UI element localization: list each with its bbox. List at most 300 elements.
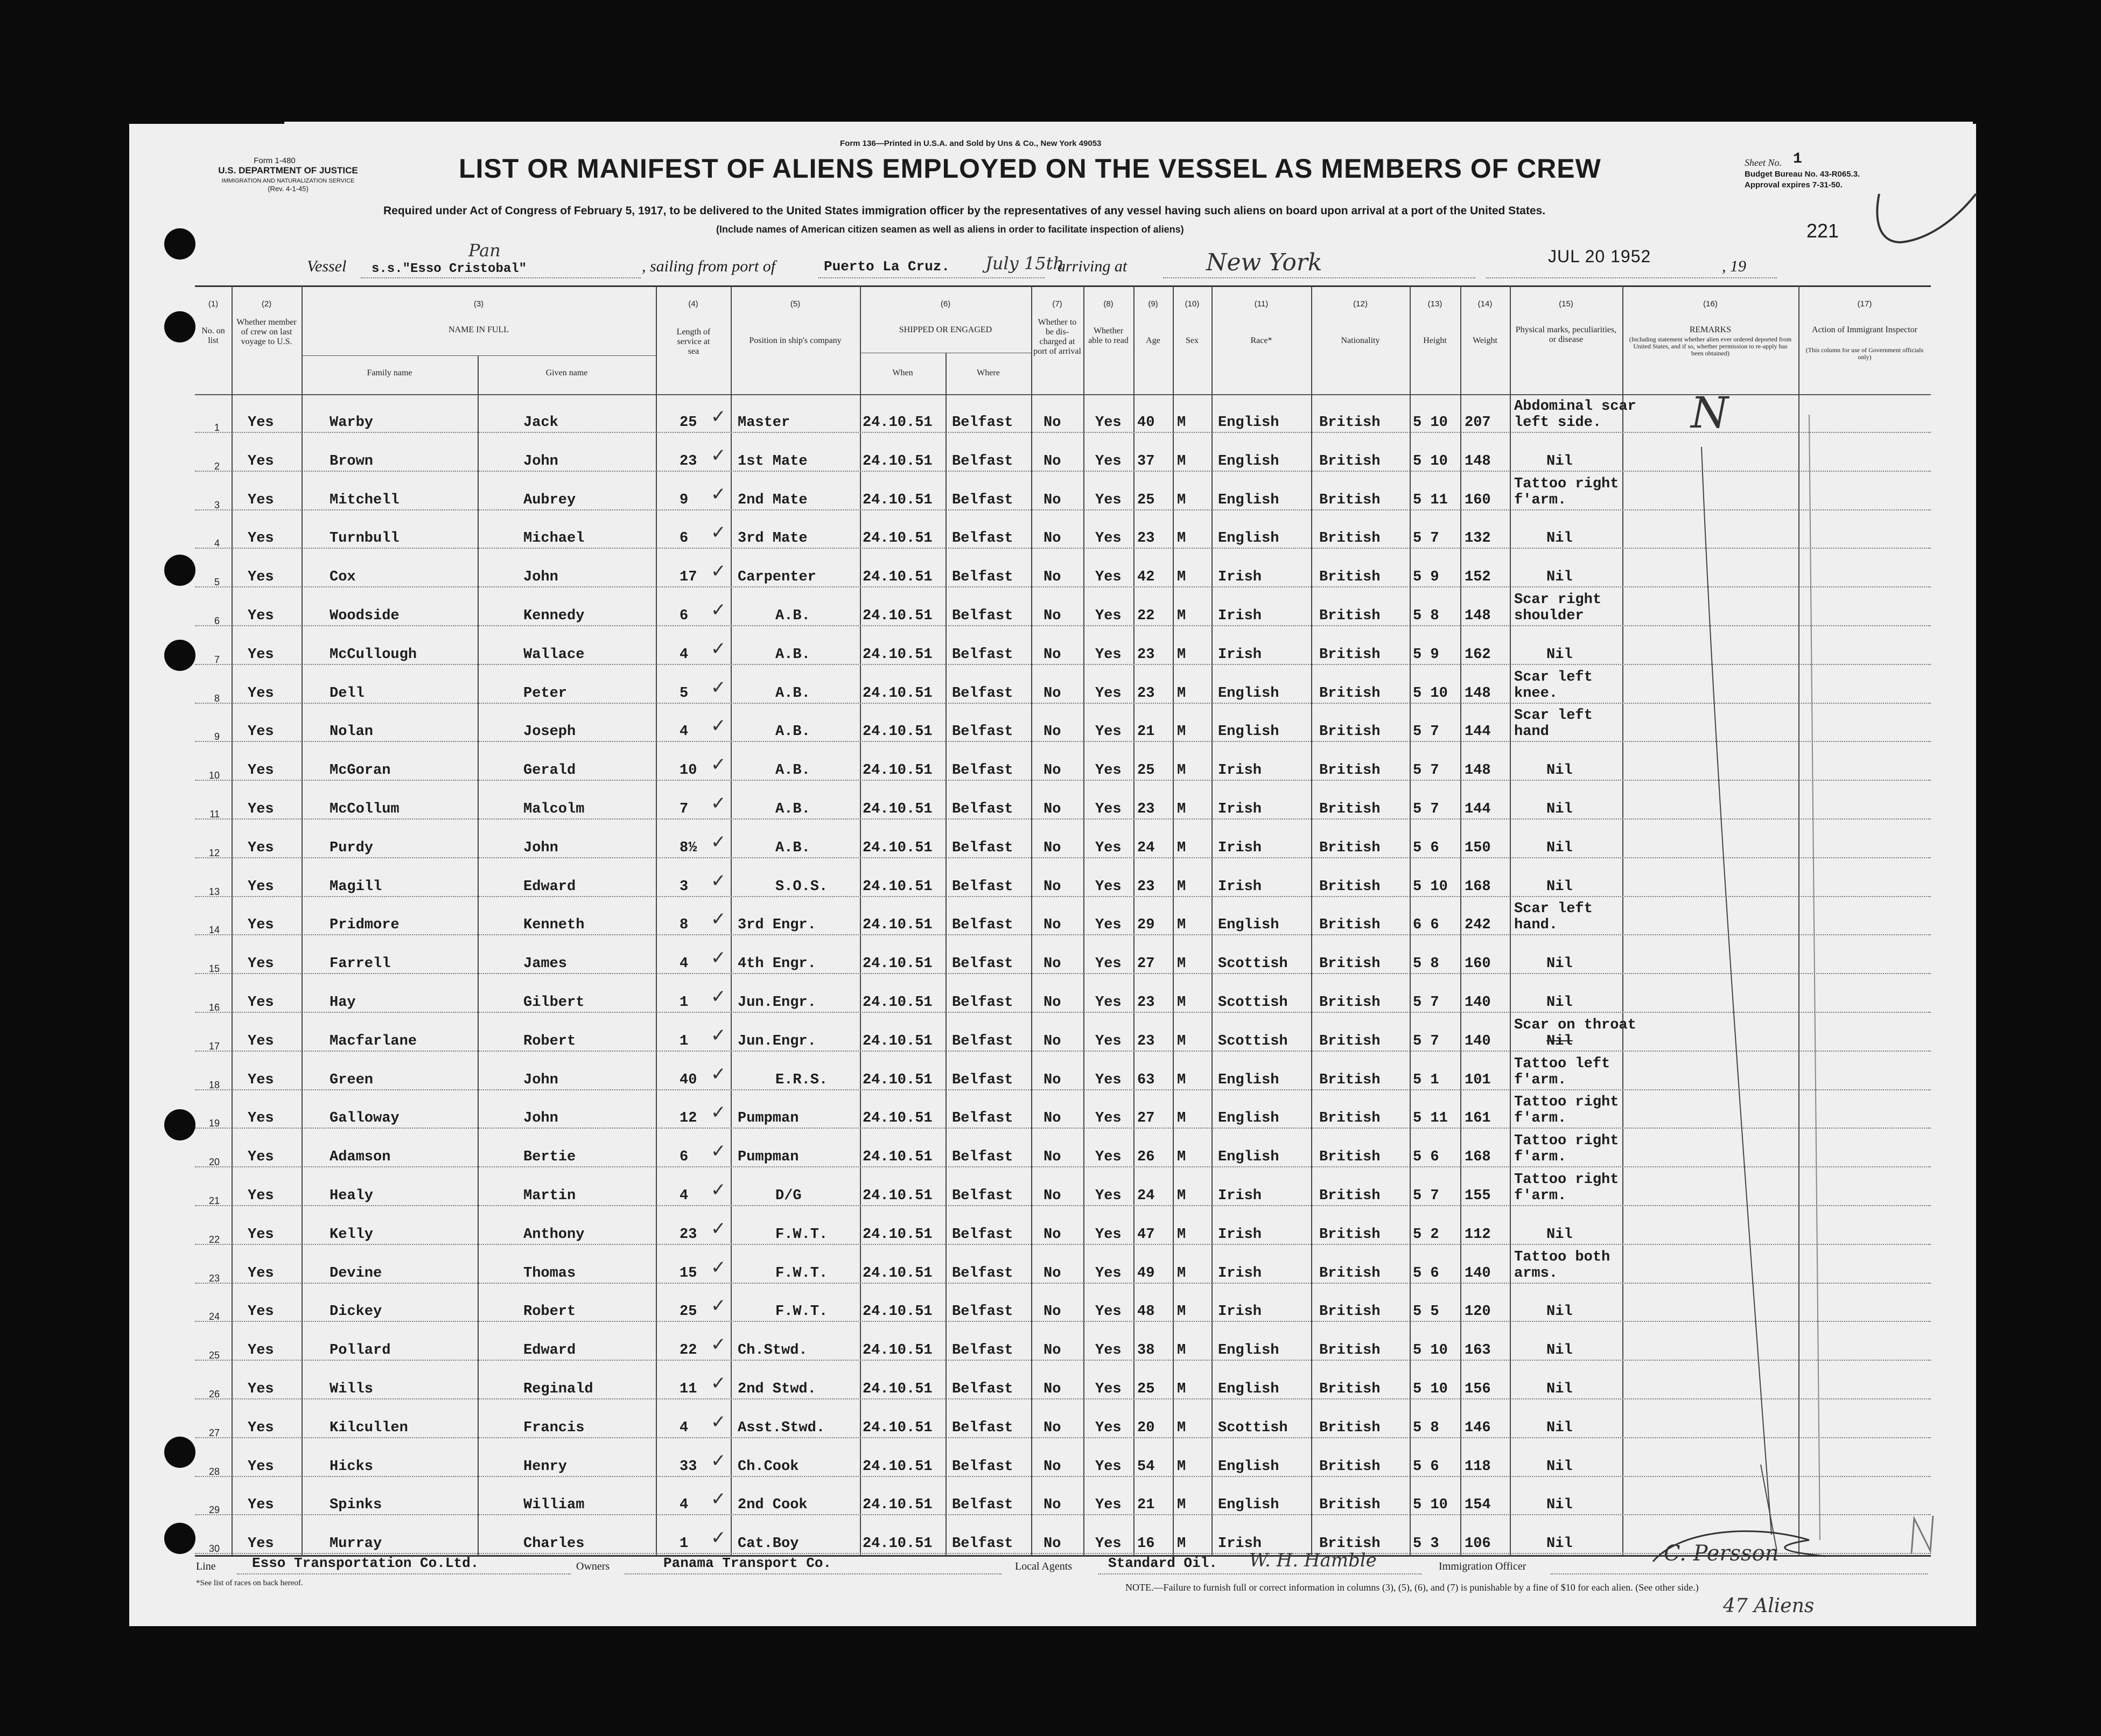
service-length-cell: 3 xyxy=(680,878,689,895)
weight-cell: 155 xyxy=(1465,1188,1491,1204)
family-name-cell: Wills xyxy=(330,1381,374,1397)
discharged-cell: No xyxy=(1044,453,1061,470)
shipped-where-cell: Belfast xyxy=(952,878,1013,895)
row-number: 1 xyxy=(214,422,220,433)
shipped-where-cell: Belfast xyxy=(952,1110,1013,1127)
last-voyage-cell: Yes xyxy=(248,1419,274,1436)
shipped-when-cell: 24.10.51 xyxy=(863,685,933,702)
able-to-read-cell: Yes xyxy=(1095,917,1122,934)
sex-cell: M xyxy=(1177,762,1186,779)
height-cell: 5 2 xyxy=(1413,1226,1439,1243)
height-cell: 5 6 xyxy=(1413,1265,1439,1282)
able-to-read-cell: Yes xyxy=(1095,878,1122,895)
given-name-cell: Kenneth xyxy=(523,917,585,934)
race-cell: English xyxy=(1218,1497,1279,1514)
race-cell: Irish xyxy=(1218,839,1262,856)
race-cell: English xyxy=(1218,492,1279,508)
shipped-where-cell: Belfast xyxy=(952,801,1013,817)
discharged-cell: No xyxy=(1044,1304,1061,1320)
height-cell: 5 10 xyxy=(1413,685,1448,702)
col-number: (17) xyxy=(1857,299,1872,309)
col-divider xyxy=(1031,285,1032,1556)
shipped-when-cell: 24.10.51 xyxy=(863,1110,933,1127)
shipped-when-cell: 24.10.51 xyxy=(863,1458,933,1475)
printer-line: Form 136—Printed in U.S.A. and Sold by Uns & Co., New York 49053 xyxy=(840,139,1102,148)
race-cell: Irish xyxy=(1218,1265,1262,1282)
given-name-cell: Henry xyxy=(523,1458,568,1475)
service-length-cell: 10 xyxy=(680,762,697,779)
nationality-cell: British xyxy=(1319,415,1381,431)
col-divider xyxy=(1211,285,1213,1556)
physical-marks-cell: Nil xyxy=(1546,1458,1573,1475)
age-cell: 23 xyxy=(1137,530,1155,547)
sex-cell: M xyxy=(1177,839,1186,856)
physical-marks-cell-line2: f'arm. xyxy=(1514,492,1567,508)
position-cell: S.O.S. xyxy=(775,878,828,895)
age-cell: 63 xyxy=(1137,1072,1155,1088)
officer-underline xyxy=(1551,1573,1928,1574)
service-length-cell: 9 xyxy=(680,492,689,508)
weight-cell: 163 xyxy=(1465,1342,1491,1359)
last-voyage-cell: Yes xyxy=(248,1536,274,1552)
row-number: 24 xyxy=(208,1311,220,1322)
physical-marks-cell: Tattoo right xyxy=(1514,1133,1619,1150)
row-number: 25 xyxy=(208,1350,220,1361)
given-name-cell: Michael xyxy=(523,530,585,547)
physical-marks-cell: Nil xyxy=(1546,453,1573,470)
shipped-when-cell: 24.10.51 xyxy=(863,1381,933,1397)
given-name-cell: William xyxy=(523,1497,585,1514)
able-to-read-cell: Yes xyxy=(1095,762,1122,779)
weight-cell: 168 xyxy=(1465,1149,1491,1166)
able-to-read-cell: Yes xyxy=(1095,724,1122,740)
col-divider xyxy=(478,355,479,1556)
vessel-label: Vessel xyxy=(307,257,347,275)
physical-marks-cell: Nil xyxy=(1546,1342,1573,1359)
age-cell: 40 xyxy=(1137,415,1155,431)
weight-cell: 152 xyxy=(1465,569,1491,586)
position-cell: A.B. xyxy=(775,608,810,624)
nationality-cell: British xyxy=(1319,1188,1381,1204)
position-cell: 3rd Engr. xyxy=(738,917,816,934)
check-mark-icon: ✓ xyxy=(711,1179,726,1201)
weight-cell: 140 xyxy=(1465,1265,1491,1282)
height-cell: 5 11 xyxy=(1413,492,1448,508)
weight-cell: 148 xyxy=(1465,685,1491,702)
age-cell: 23 xyxy=(1137,995,1155,1011)
family-name-cell: Brown xyxy=(330,453,374,470)
discharged-cell: No xyxy=(1044,839,1061,856)
service-length-cell: 25 xyxy=(680,415,697,431)
age-cell: 49 xyxy=(1137,1265,1155,1282)
able-to-read-cell: Yes xyxy=(1095,1110,1122,1127)
race-cell: Scottish xyxy=(1218,1033,1288,1049)
height-cell: 5 8 xyxy=(1413,1419,1439,1436)
family-name-cell: Murray xyxy=(330,1536,382,1552)
service-length-cell: 4 xyxy=(680,1497,689,1514)
age-cell: 27 xyxy=(1137,956,1155,972)
service-length-cell: 25 xyxy=(680,1304,697,1320)
able-to-read-cell: Yes xyxy=(1095,1072,1122,1088)
row-number: 20 xyxy=(208,1157,220,1168)
shipped-when-cell: 24.10.51 xyxy=(863,878,933,895)
able-to-read-cell: Yes xyxy=(1095,1381,1122,1397)
shipped-where-cell: Belfast xyxy=(952,453,1013,470)
shipped-where-cell: Belfast xyxy=(952,1265,1013,1282)
height-cell: 5 3 xyxy=(1413,1536,1439,1552)
sex-cell: M xyxy=(1177,1497,1186,1514)
family-name-cell: Dell xyxy=(330,685,365,702)
physical-marks-cell: Scar left xyxy=(1514,708,1593,724)
header-when: When xyxy=(892,368,913,377)
form-subtitle-note: (Include names of American citizen seamen as well as aliens in order to facilitate inspection of aliens) xyxy=(716,224,1184,235)
able-to-read-cell: Yes xyxy=(1095,956,1122,972)
officer-signature: C. Persson xyxy=(1664,1541,1779,1566)
weight-cell: 144 xyxy=(1465,724,1491,740)
height-cell: 5 9 xyxy=(1413,569,1439,586)
race-cell: English xyxy=(1218,917,1279,934)
row-number: 5 xyxy=(214,577,220,588)
family-name-cell: Dickey xyxy=(330,1304,382,1320)
service-length-cell: 8 xyxy=(680,917,689,934)
given-name-cell: James xyxy=(523,956,568,972)
check-mark-icon: ✓ xyxy=(711,986,726,1007)
weight-cell: 148 xyxy=(1465,762,1491,779)
sex-cell: M xyxy=(1177,801,1186,817)
given-name-cell: John xyxy=(523,569,558,586)
family-name-cell: Kelly xyxy=(330,1226,374,1243)
header-remarks-note: (Including statement whether alien ever ordered deported from United States, and if so, whether permission to re-apply has been obtained) xyxy=(1629,335,1792,357)
shipped-where-cell: Belfast xyxy=(952,1188,1013,1204)
family-name-cell: Warby xyxy=(330,415,374,431)
height-cell: 5 10 xyxy=(1413,1497,1448,1514)
shipped-when-cell: 24.10.51 xyxy=(863,608,933,624)
family-name-cell: Hicks xyxy=(330,1458,374,1475)
family-name-cell: Cox xyxy=(330,569,356,586)
header-nationality: Nationality xyxy=(1341,336,1380,345)
row-number: 13 xyxy=(208,886,220,897)
row-number: 8 xyxy=(214,692,220,704)
physical-marks-cell-line2: f'arm. xyxy=(1514,1110,1567,1127)
height-cell: 5 7 xyxy=(1413,762,1439,779)
service-length-cell: 6 xyxy=(680,530,689,547)
sex-cell: M xyxy=(1177,917,1186,934)
col-divider xyxy=(1083,285,1084,1556)
physical-marks-cell: Nil xyxy=(1546,646,1573,663)
shipped-where-cell: Belfast xyxy=(952,1497,1013,1514)
given-name-cell: Martin xyxy=(523,1188,576,1204)
shipped-where-cell: Belfast xyxy=(952,762,1013,779)
weight-cell: 148 xyxy=(1465,608,1491,624)
nationality-cell: British xyxy=(1319,1304,1381,1320)
col-number: (5) xyxy=(790,299,801,309)
inspector-pen-line xyxy=(1798,409,1841,1551)
discharged-cell: No xyxy=(1044,569,1061,586)
height-cell: 5 10 xyxy=(1413,1342,1448,1359)
last-voyage-cell: Yes xyxy=(248,1304,274,1320)
race-cell: English xyxy=(1218,1381,1279,1397)
last-voyage-cell: Yes xyxy=(248,1226,274,1243)
race-cell: Irish xyxy=(1218,646,1262,663)
given-name-cell: John xyxy=(523,453,558,470)
weight-cell: 144 xyxy=(1465,801,1491,817)
discharged-cell: No xyxy=(1044,917,1061,934)
last-voyage-cell: Yes xyxy=(248,1110,274,1127)
check-mark-icon: ✓ xyxy=(711,1295,726,1317)
nationality-cell: British xyxy=(1319,1149,1381,1166)
age-cell: 20 xyxy=(1137,1419,1155,1436)
height-cell: 5 6 xyxy=(1413,1458,1439,1475)
line-underline xyxy=(237,1573,571,1574)
nationality-cell: British xyxy=(1319,1110,1381,1127)
weight-cell: 148 xyxy=(1465,453,1491,470)
vessel-name: s.s."Esso Cristobal" xyxy=(372,262,527,276)
remarks-initial: N xyxy=(1691,388,1728,438)
shipped-where-cell: Belfast xyxy=(952,608,1013,624)
discharged-cell: No xyxy=(1044,1072,1061,1088)
family-name-cell: Farrell xyxy=(330,956,391,972)
col-number: (4) xyxy=(688,299,698,309)
service-length-cell: 12 xyxy=(680,1110,697,1127)
shipped-where-cell: Belfast xyxy=(952,646,1013,663)
age-cell: 25 xyxy=(1137,762,1155,779)
physical-marks-cell: Scar right xyxy=(1514,592,1602,608)
shipped-where-cell: Belfast xyxy=(952,1381,1013,1397)
weight-cell: 160 xyxy=(1465,492,1491,508)
check-mark-icon: ✓ xyxy=(711,1527,726,1549)
shipped-when-cell: 24.10.51 xyxy=(863,801,933,817)
discharged-cell: No xyxy=(1044,685,1061,702)
physical-marks-cell: Nil xyxy=(1546,801,1573,817)
nationality-cell: British xyxy=(1319,801,1381,817)
physical-marks-cell: Nil xyxy=(1546,956,1573,972)
nationality-cell: British xyxy=(1319,1072,1381,1088)
height-cell: 5 11 xyxy=(1413,1110,1448,1127)
sex-cell: M xyxy=(1177,1342,1186,1359)
last-voyage-cell: Yes xyxy=(248,1188,274,1204)
physical-marks-cell: Nil xyxy=(1546,569,1573,586)
position-cell: Ch.Cook xyxy=(738,1458,799,1475)
race-cell: Irish xyxy=(1218,878,1262,895)
physical-marks-cell: Tattoo right xyxy=(1514,1172,1619,1188)
nationality-cell: British xyxy=(1319,453,1381,470)
sex-cell: M xyxy=(1177,1110,1186,1127)
col-divider xyxy=(1510,285,1511,1556)
family-name-cell: Hay xyxy=(330,995,356,1011)
able-to-read-cell: Yes xyxy=(1095,1419,1122,1436)
nationality-cell: British xyxy=(1319,956,1381,972)
weight-cell: 207 xyxy=(1465,415,1491,431)
vessel-underline xyxy=(361,277,641,278)
family-name-cell: McGoran xyxy=(330,762,391,779)
sex-cell: M xyxy=(1177,1072,1186,1088)
owners-underline xyxy=(625,1573,1002,1574)
position-cell: 2nd Cook xyxy=(738,1497,808,1514)
weight-cell: 132 xyxy=(1465,530,1491,547)
age-cell: 26 xyxy=(1137,1149,1155,1166)
age-cell: 27 xyxy=(1137,1110,1155,1127)
service-length-cell: 23 xyxy=(680,1226,697,1243)
check-mark-icon: ✓ xyxy=(711,1256,726,1278)
race-cell: Scottish xyxy=(1218,995,1288,1011)
last-voyage-cell: Yes xyxy=(248,1497,274,1514)
col-number: (12) xyxy=(1353,299,1368,309)
sex-cell: M xyxy=(1177,415,1186,431)
table-top-border xyxy=(195,285,1931,287)
row-number: 7 xyxy=(214,654,220,665)
able-to-read-cell: Yes xyxy=(1095,530,1122,547)
header-able-to-read: Whether able to read xyxy=(1088,326,1129,345)
given-name-cell: Thomas xyxy=(523,1265,576,1282)
service-length-cell: 6 xyxy=(680,1149,689,1166)
sex-cell: M xyxy=(1177,1226,1186,1243)
arriving-underline xyxy=(1163,277,1475,278)
sex-cell: M xyxy=(1177,608,1186,624)
family-name-cell: Galloway xyxy=(330,1110,400,1127)
given-name-cell: Gerald xyxy=(523,762,576,779)
agents-signature: W. H. Hamble xyxy=(1249,1550,1377,1571)
col-divider xyxy=(1173,285,1174,1556)
family-name-cell: Purdy xyxy=(330,839,374,856)
shipped-when-cell: 24.10.51 xyxy=(863,1149,933,1166)
age-cell: 25 xyxy=(1137,492,1155,508)
physical-marks-cell-line2: left side. xyxy=(1514,415,1602,431)
check-mark-icon: ✓ xyxy=(711,444,726,466)
sex-cell: M xyxy=(1177,1458,1186,1475)
col-number: (6) xyxy=(940,299,951,309)
service-length-cell: 1 xyxy=(680,1033,689,1049)
family-name-cell: McCollum xyxy=(330,801,400,817)
weight-cell: 140 xyxy=(1465,995,1491,1011)
owners-value: Panama Transport Co. xyxy=(663,1555,832,1571)
weight-cell: 112 xyxy=(1465,1226,1491,1243)
discharged-cell: No xyxy=(1044,1342,1061,1359)
nationality-cell: British xyxy=(1319,685,1381,702)
header-where: Where xyxy=(977,368,1000,377)
physical-marks-cell: Nil xyxy=(1546,530,1573,547)
sex-cell: M xyxy=(1177,492,1186,508)
shipped-where-cell: Belfast xyxy=(952,839,1013,856)
shipped-where-cell: Belfast xyxy=(952,956,1013,972)
header-bottom-border xyxy=(195,394,1931,395)
position-cell: D/G xyxy=(775,1188,802,1204)
shipped-when-cell: 24.10.51 xyxy=(863,995,933,1011)
check-mark-icon: ✓ xyxy=(711,676,726,698)
col-divider xyxy=(656,285,657,1556)
shipped-where-cell: Belfast xyxy=(952,569,1013,586)
last-voyage-cell: Yes xyxy=(248,1149,274,1166)
sheet-label: Sheet No. xyxy=(1745,157,1782,168)
shipped-where-cell: Belfast xyxy=(952,917,1013,934)
col-number: (10) xyxy=(1185,299,1200,309)
weight-cell: 146 xyxy=(1465,1419,1491,1436)
position-cell: E.R.S. xyxy=(775,1072,828,1088)
check-mark-icon: ✓ xyxy=(711,947,726,969)
last-voyage-cell: Yes xyxy=(248,415,274,431)
sex-cell: M xyxy=(1177,453,1186,470)
given-name-cell: Joseph xyxy=(523,724,576,740)
height-cell: 6 6 xyxy=(1413,917,1439,934)
last-voyage-cell: Yes xyxy=(248,956,274,972)
row-number: 11 xyxy=(209,809,220,820)
position-cell: Jun.Engr. xyxy=(738,995,816,1011)
col-number: (15) xyxy=(1559,299,1573,309)
discharged-cell: No xyxy=(1044,646,1061,663)
weight-cell: 168 xyxy=(1465,878,1491,895)
family-name-cell: Macfarlane xyxy=(330,1033,417,1049)
sex-cell: M xyxy=(1177,1381,1186,1397)
age-cell: 23 xyxy=(1137,878,1155,895)
col-number: (2) xyxy=(261,299,272,309)
nationality-cell: British xyxy=(1319,1536,1381,1552)
given-name-cell: Peter xyxy=(523,685,568,702)
discharged-cell: No xyxy=(1044,1226,1061,1243)
family-name-cell: Green xyxy=(330,1072,374,1088)
row-number: 14 xyxy=(208,925,220,936)
age-cell: 21 xyxy=(1137,1497,1155,1514)
shipped-when-cell: 24.10.51 xyxy=(863,1536,933,1552)
last-voyage-cell: Yes xyxy=(248,569,274,586)
shipped-where-cell: Belfast xyxy=(952,1033,1013,1049)
shipped-when-cell: 24.10.51 xyxy=(863,724,933,740)
shipped-when-cell: 24.10.51 xyxy=(863,530,933,547)
check-mark-icon: ✓ xyxy=(711,1217,726,1240)
given-name-cell: Kennedy xyxy=(523,608,585,624)
budget-bureau: Budget Bureau No. 43-R065.3. xyxy=(1745,170,1860,179)
sex-cell: M xyxy=(1177,685,1186,702)
bottom-right-mark xyxy=(1906,1513,1938,1556)
form-number: Form 1-480 xyxy=(254,156,296,165)
punch-hole xyxy=(164,1523,195,1554)
able-to-read-cell: Yes xyxy=(1095,839,1122,856)
height-cell: 5 8 xyxy=(1413,956,1439,972)
discharged-cell: No xyxy=(1044,1381,1061,1397)
revision: (Rev. 4-1-45) xyxy=(268,185,309,193)
check-mark-icon: ✓ xyxy=(711,1334,726,1356)
sex-cell: M xyxy=(1177,1188,1186,1204)
nationality-cell: British xyxy=(1319,608,1381,624)
nationality-cell: British xyxy=(1319,492,1381,508)
service-length-cell: 1 xyxy=(680,995,689,1011)
row-number: 21 xyxy=(208,1195,220,1206)
officer-signature-flourish xyxy=(1648,1518,1841,1567)
given-name-cell: Jack xyxy=(523,415,558,431)
check-mark-icon: ✓ xyxy=(711,1373,726,1394)
nationality-cell: British xyxy=(1319,1226,1381,1243)
able-to-read-cell: Yes xyxy=(1095,1033,1122,1049)
sex-cell: M xyxy=(1177,956,1186,972)
weight-cell: 118 xyxy=(1465,1458,1491,1475)
last-voyage-cell: Yes xyxy=(248,530,274,547)
given-name-cell: John xyxy=(523,1110,558,1127)
family-name-cell: Devine xyxy=(330,1265,382,1282)
position-cell: 3rd Mate xyxy=(738,530,808,547)
col-divider xyxy=(731,285,732,1556)
physical-marks-cell: Nil xyxy=(1546,878,1573,895)
height-cell: 5 5 xyxy=(1413,1304,1439,1320)
position-cell: A.B. xyxy=(775,839,810,856)
punch-hole xyxy=(164,228,195,260)
header-given-name: Given name xyxy=(545,368,588,377)
col-number: (11) xyxy=(1254,299,1269,309)
check-mark-icon: ✓ xyxy=(711,831,726,853)
col-divider xyxy=(1622,285,1623,1556)
discharged-cell: No xyxy=(1044,1419,1061,1436)
height-cell: 5 7 xyxy=(1413,1033,1439,1049)
family-name-cell: Spinks xyxy=(330,1497,382,1514)
nationality-cell: British xyxy=(1319,1497,1381,1514)
check-mark-icon: ✓ xyxy=(711,1102,726,1124)
